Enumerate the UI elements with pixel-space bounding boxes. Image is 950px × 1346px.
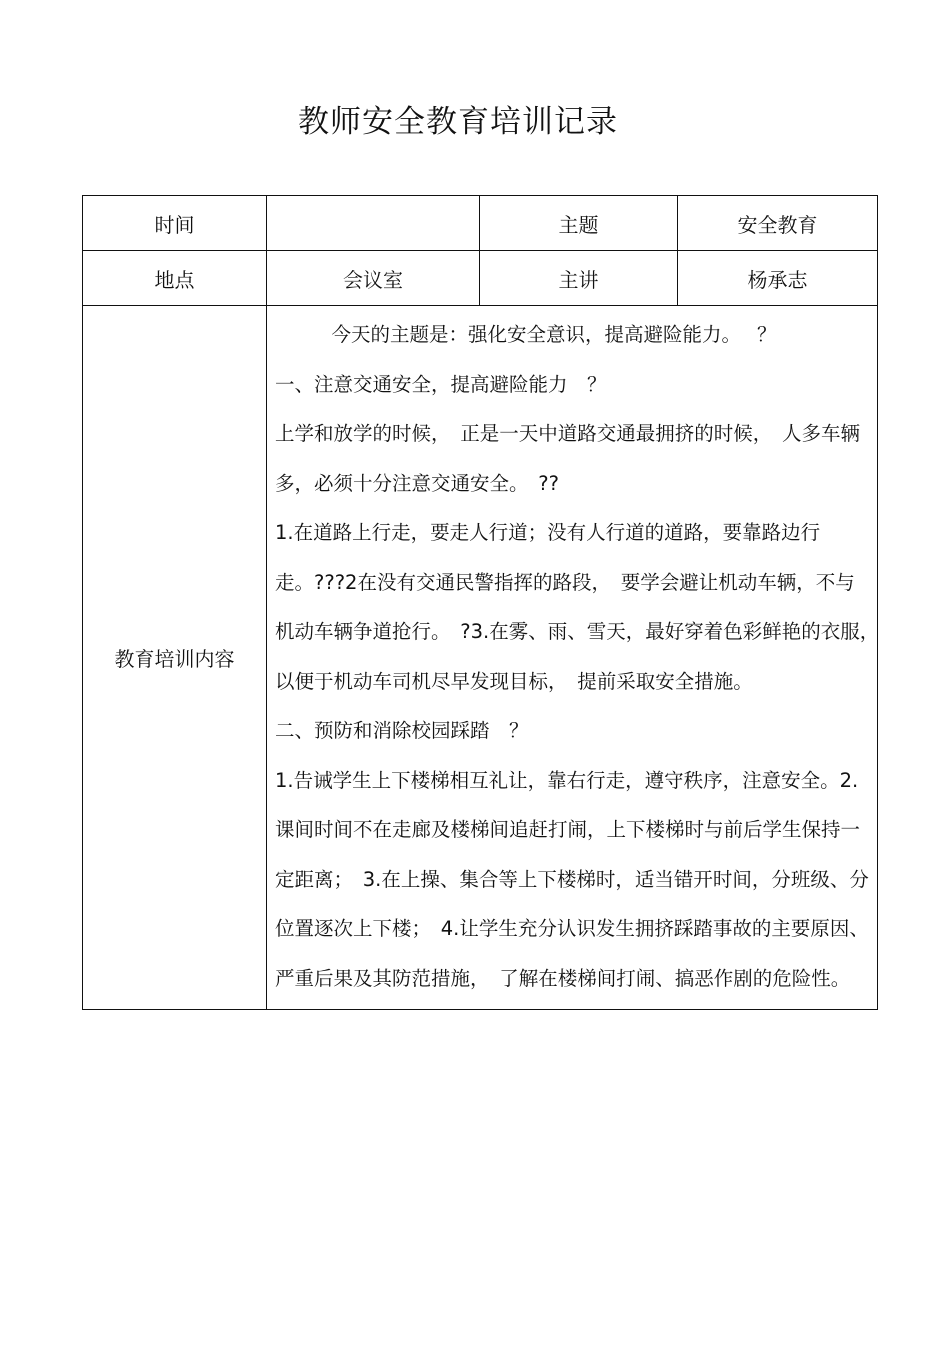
- place-label: 地点: [83, 251, 267, 306]
- table-row-time-topic: [83, 196, 878, 251]
- table-row-content: [83, 306, 878, 1010]
- content-paragraph: 上学和放学的时候， 正是一天中道路交通最拥挤的时候， 人多车辆多，必须十分注意交通安全。 ??: [275, 422, 861, 495]
- speaker-label: 主讲: [480, 251, 678, 306]
- content-paragraph: 今天的主题是：强化安全意识，提高避险能力。 ？: [331, 323, 777, 346]
- content-body: [267, 306, 889, 1010]
- speaker-value: 杨承志: [678, 251, 878, 306]
- time-value: [267, 196, 480, 251]
- place-value: 会议室: [267, 251, 480, 306]
- table-row-place-speaker: [83, 251, 878, 306]
- content-paragraph: 1.告诫学生上下楼梯相互礼让，靠右行走，遵守秩序，注意安全。2.课间时间不在走廊及楼梯间追赶打闹，上下楼梯时与前后学生保持一定距离； 3.在上操、集合等上下楼梯时，适当错开时间，分班级、分位置逐次上下楼； 4.让学生充分认识发生拥挤踩踏事故的主要原因、 严重后果及其防范措施， 了解在楼梯间打闹、搞恶作剧的危险性。: [275, 768, 879, 990]
- content-paragraph: 1.在道路上行走，要走人行道；没有人行道的道路，要靠路边行走。???2在没有交通民警指挥的路段， 要学会避让机动车辆，不与机动车辆争道抢行。 ?3.在雾、雨、雪天，最好穿着色彩鲜艳的衣服， 以便于机动车司机尽早发现目标， 提前采取安全措施。: [275, 521, 889, 693]
- topic-value: 安全教育: [678, 196, 878, 251]
- content-paragraph: 一、注意交通安全，提高避险能力 ？: [275, 372, 607, 396]
- content-label: 教育培训内容: [83, 306, 267, 1010]
- training-record-table: [82, 195, 889, 1010]
- content-paragraph: 二、预防和消除校园踩踏 ？: [275, 719, 529, 742]
- topic-label: 主题: [480, 196, 678, 251]
- time-label: 时间: [83, 196, 267, 251]
- document-title: 教师安全教育培训记录: [298, 104, 618, 140]
